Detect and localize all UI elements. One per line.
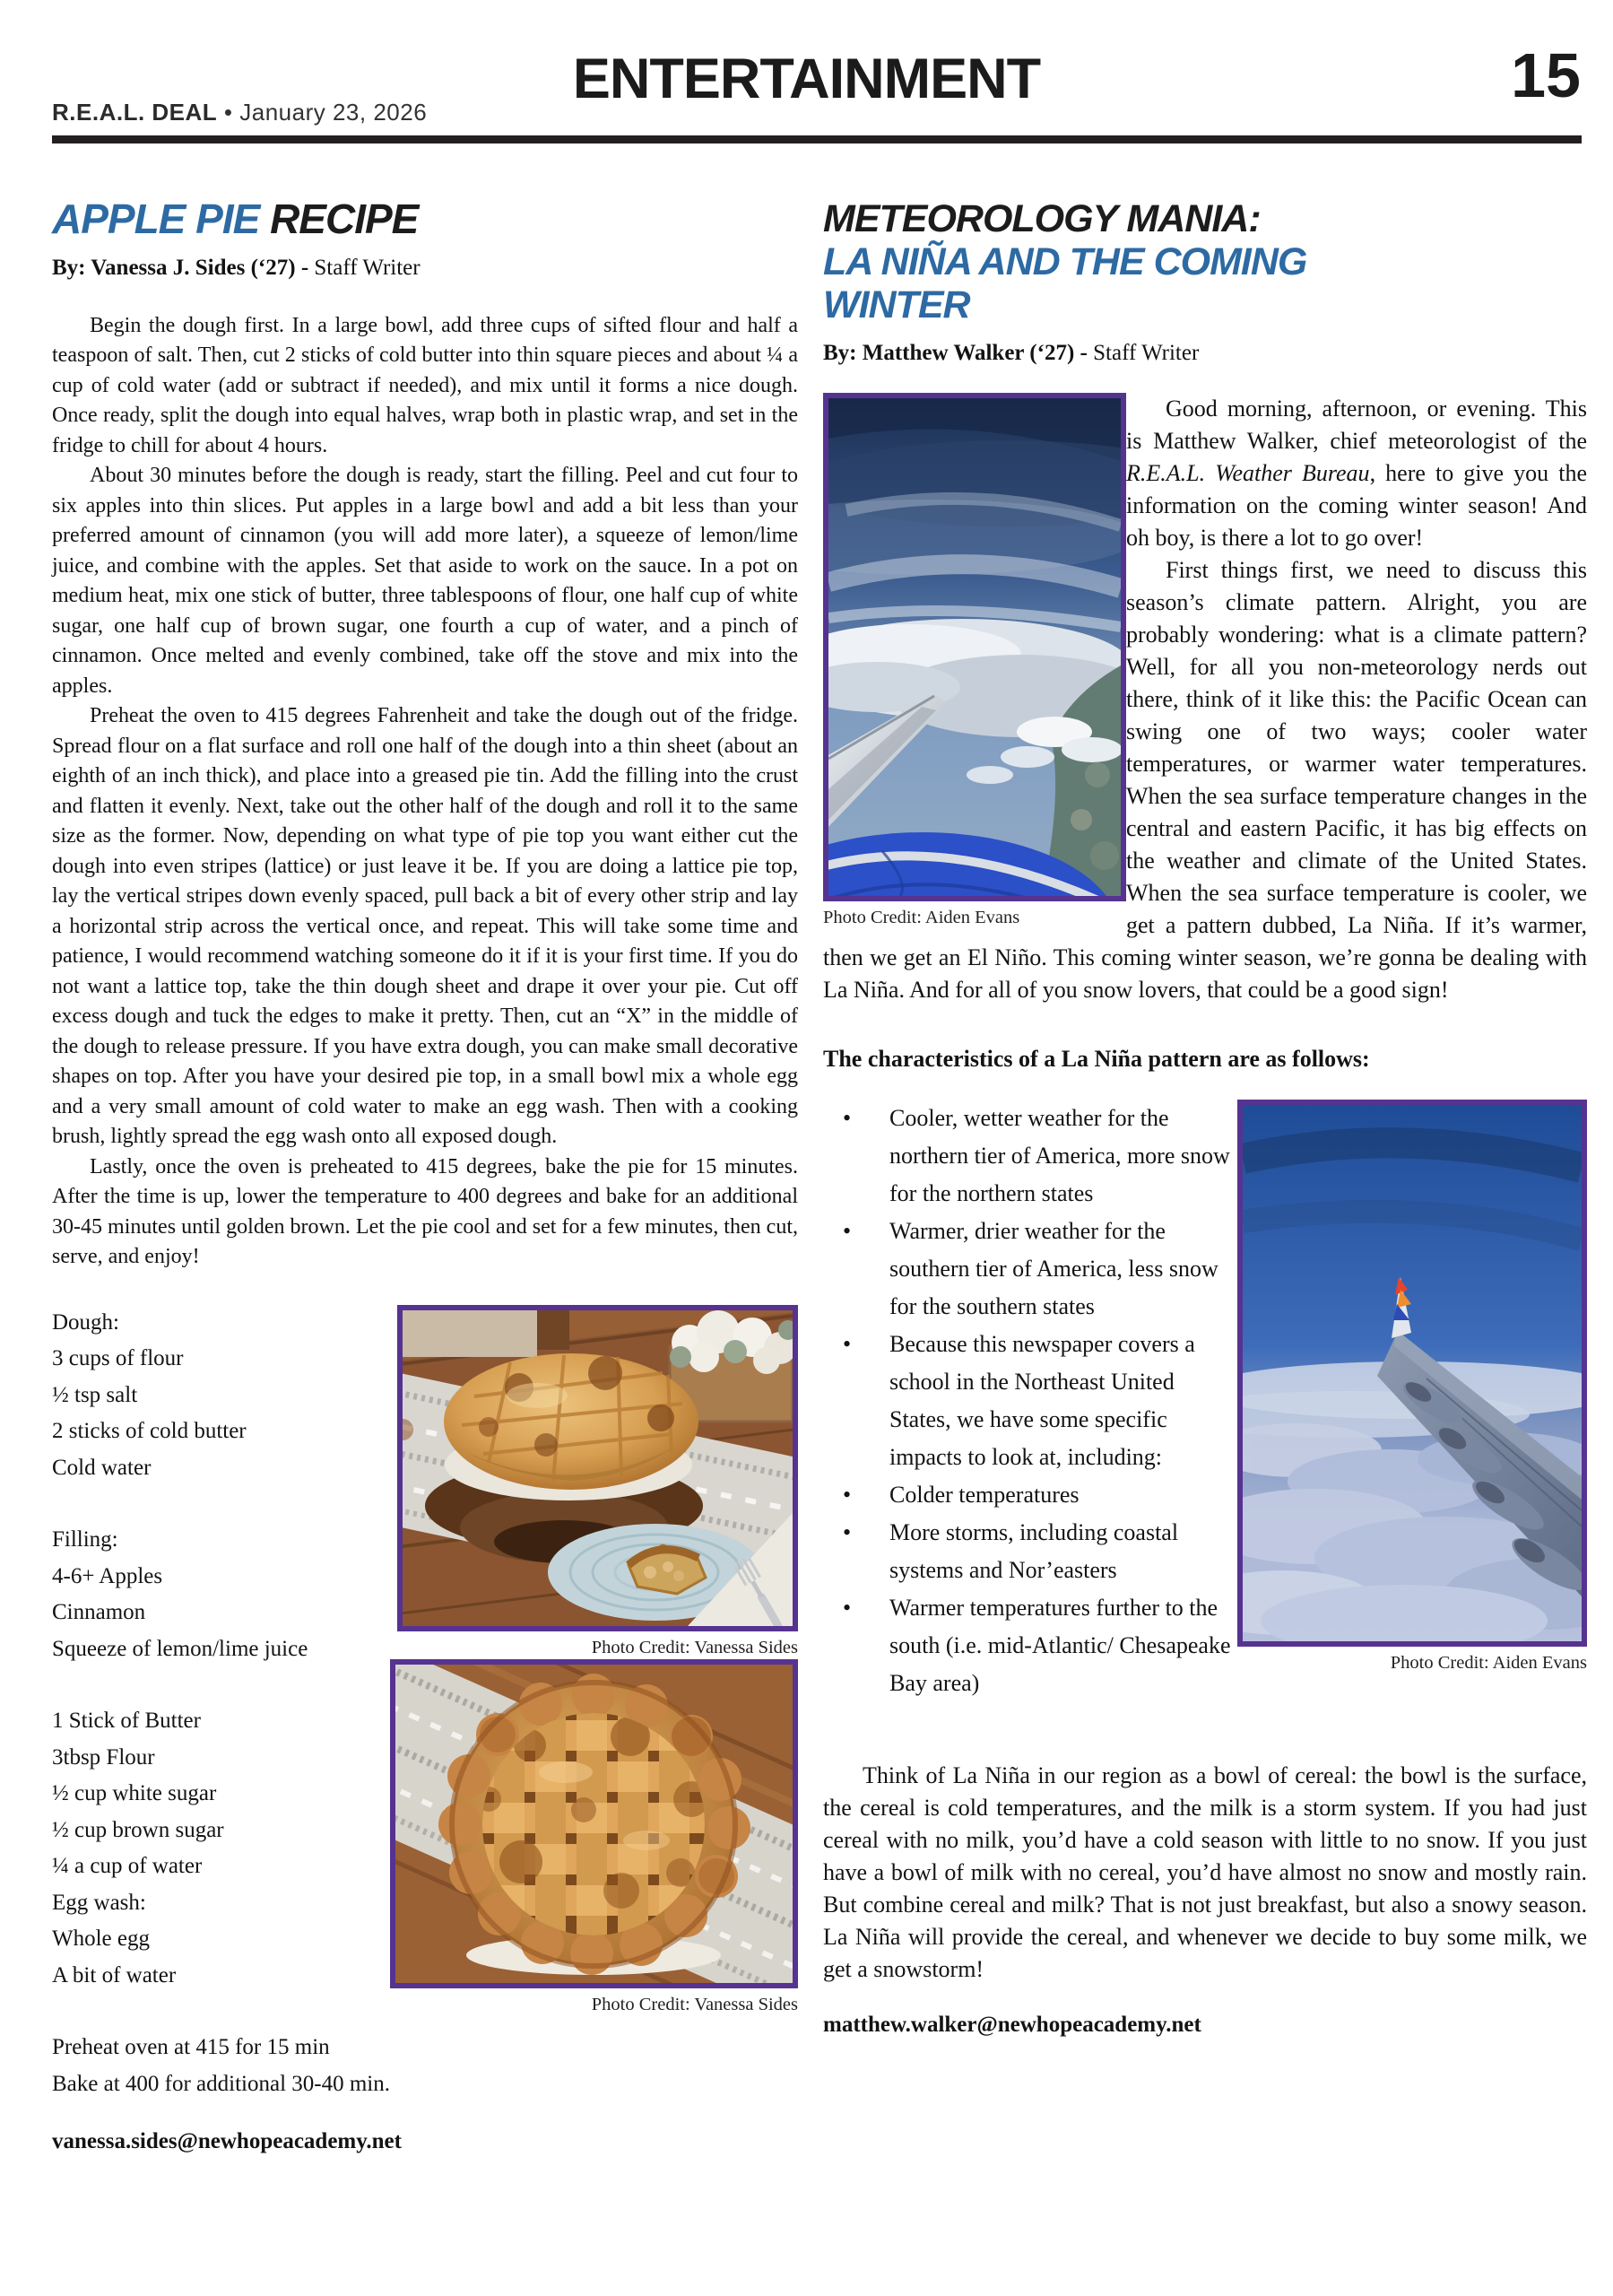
apple-pie-article [52, 197, 798, 2154]
author-email: matthew.walker@newhopeacademy.net [823, 2013, 1201, 2038]
article-paragraph: Think of La Niña in our region as a bowl of cereal: the bowl is the surface, the cereal is cold temperatures, and the milk is a storm system. If you had just cereal with no milk, you’d have a cold season with little to no snow. If you just have a bowl of milk with no cereal, you’d have almost no snow and mostly rain. But combine cereal and milk? That is not just breakfast, but also a snowy season. La Niña will provide the cereal, and whenever we decide to buy some milk, we get a snowstorm! [823, 1762, 1587, 1983]
apple-article-byline: By: Vanessa J. Sides (‘27) - Staff Writer [52, 255, 421, 280]
ingredient-line: Preheat oven at 415 for 15 min [52, 2035, 330, 2060]
headline-blue-line2: WINTER [823, 283, 970, 327]
ingredient-line: ½ cup brown sugar [52, 1817, 224, 1842]
recipe-ingredients [52, 1305, 798, 2103]
ingredient-line: ¼ a cup of water [52, 1854, 203, 1879]
ingredient-line: Cinnamon [52, 1600, 146, 1625]
lattice-pie-photo [390, 1659, 798, 2016]
ingredient-line: 2 sticks of cold butter [52, 1419, 247, 1444]
ingredient-group-bake [52, 2030, 798, 2102]
article-paragraph: About 30 minutes before the dough is ready, start the filling. Peel and cut four to six apples into thin slices. Put apples in a large bowl and add a bit less than your preferred amount of cinnamon (you will add more later), a squeeze of lemon/lime juice, and combine with the apples. Set that aside to work on the sauce. In a pot on medium heat, mix one stick of butter, three tablespoons of flour, one half cup of white sugar, one half cup of brown sugar, one fourth a cup of water, and a pinch of cinnamon. Once melted and evenly combined, take off the stove and mix into the apples. [52, 464, 798, 698]
article-paragraph: Preheat the oven to 415 degrees Fahrenheit and take the dough out of the fridge. Spread flour on a flat surface and roll one half of the dough into a thin sheet (about an eighth of an inch thick), and place into a greased pie tin. Add the filling into the crust and flatten it evenly. Next, take out the other half of the dough and roll it to the same size as the former. Now, depending on what type of pie top you want either cut the dough into even stripes (lattice) or just leave it be. If you are doing a lattice pie top, lay the vertical stripes down evenly spaced, pull back a bit of every other strip and lay a horizontal strip across the vertical once, and repeat. This will take some time and patience, I would recommend watching someone do it if it is your first time. If you do not want a lattice top, take the thin dough sheet and drape it over your pie. Cut off excess dough and tuck the edges to make it pretty. Then, cut an “X” in the middle of the dough to release pressure. If you have extra dough, you can make small decorative shapes on top. After you have your desired pie top, in a small bowl mix a whole egg and a very small amount of cold water to make an egg wash. Then with a cooking brush, lightly spread the egg wash onto all exposed dough. [52, 704, 798, 1149]
storm-cloud-photo-frame [823, 393, 1126, 901]
photo-caption: Photo Credit: Vanessa Sides [591, 1994, 798, 2014]
ingredient-line: Cold water [52, 1455, 152, 1480]
ingredient-line: Bake at 400 for additional 30-40 min. [52, 2071, 391, 2096]
article-paragraph: First things first, we need to discuss this season’s climate pattern. Alright, you are probably wondering: what is a climate pattern? Well, for all you non-meteorology nerds out there, think of it like this: the Pacific Ocean can swing one of two ways; cooler water temperatures, or warmer water temperatures. When the sea surface temperature changes in the central and eastern Pacific, it has big effects on the weather and climate of the United States. When the sea surface temperature is cooler, we get a pattern dubbed, La Niña. If it’s warmer, then we get an El Niño. This coming winter season, we’re gonna be dealing with La Niña. And for all of you snow lovers, that could be a good sign! [823, 557, 1587, 1004]
header-rule [52, 135, 1582, 144]
ingredient-line: 1 Stick of Butter [52, 1709, 201, 1734]
ingredient-line: 3 cups of flour [52, 1346, 184, 1371]
masthead-separator: • [223, 99, 233, 126]
ingredient-line: 3tbsp Flour [52, 1744, 155, 1770]
ingredient-line: Whole egg [52, 1926, 150, 1952]
list-item: • Cooler, wetter weather for the northern tier of America, more snow for the northern states [823, 1100, 1587, 1213]
headline-blue-part: APPLE PIE [52, 196, 260, 242]
photo-caption: Photo Credit: Aiden Evans [823, 908, 1020, 928]
headline-blue-line1: LA NIÑA AND THE COMING [823, 240, 1307, 284]
section-title: ENTERTAINMENT [572, 48, 1041, 110]
list-item: • More storms, including coastal systems and Nor’easters [823, 1514, 1587, 1589]
list-item: • Because this newspaper covers a school in the Northeast United States, we have some specific impacts to look at, including: [823, 1326, 1587, 1476]
list-item: • Warmer, drier weather for the southern tier of America, less snow for the southern states [823, 1213, 1587, 1326]
ingredient-line: Filling: [52, 1527, 118, 1552]
page-number: 15 [1511, 40, 1581, 110]
ingredient-line: A bit of water [52, 1962, 177, 1987]
masthead-date: January 23, 2026 [239, 99, 428, 126]
headline-black-part: METEOROLOGY MANIA: [823, 197, 1261, 240]
ingredient-line: ½ cup white sugar [52, 1781, 217, 1806]
weather-article-headline [823, 197, 1587, 326]
article-paragraph: Lastly, once the oven is preheated to 415 degrees, bake the pie for 15 minutes. After the time is up, lower the temperature to 400 degrees and bake for an additional 30-45 minutes until golden brown. Let the pie cool and set for a few minutes, then cut, serve, and enjoy! [52, 1154, 798, 1269]
storm-cloud-photo-image [828, 398, 1121, 896]
la-nina-subhead: The characteristics of a La Niña pattern are as follows: [823, 1046, 1370, 1073]
headline-black-part: RECIPE [270, 196, 419, 242]
ingredient-line: 4-6+ Apples [52, 1563, 163, 1588]
author-email: vanessa.sides@newhopeacademy.net [52, 2129, 402, 2154]
storm-cloud-photo [823, 393, 1126, 929]
apple-article-headline [52, 197, 798, 241]
article-paragraph: Good morning, afternoon, or evening. This is Matthew Walker, chief meteorologist of the R.E.A.L. Weather Bureau, here to give you the information on the coming winter season! And oh boy, is there a lot to go over! [1126, 396, 1587, 552]
photo-caption: Photo Credit: Vanessa Sides [591, 1637, 798, 1657]
list-item: • Colder temperatures [823, 1476, 1587, 1514]
apple-article-body [52, 311, 798, 1273]
ingredient-line: Squeeze of lemon/lime juice [52, 1636, 308, 1661]
weather-article-body [823, 393, 1587, 2038]
pie-table-photo [397, 1305, 798, 1659]
meteorology-article [823, 197, 1587, 2038]
publication-name: R.E.A.L. Weather Bureau [1126, 460, 1370, 487]
pie-table-photo-frame [397, 1305, 798, 1631]
lattice-pie-photo-image [395, 1665, 793, 1983]
la-nina-characteristics-list [823, 1100, 1587, 1702]
masthead-name: R.E.A.L. DEAL [52, 99, 218, 126]
article-paragraph: Begin the dough first. In a large bowl, add three cups of sifted flour and half a teaspoon of salt. Then, cut 2 sticks of cold butter into thin square pieces and about ¼ a cup of cold water (add or subtract if needed), and mix until it forms a nice dough. Once ready, split the dough into equal halves, wrap both in plastic wrap, and set in the fridge to chill for about 4 hours. [52, 313, 798, 457]
ingredient-line: Egg wash: [52, 1890, 146, 1915]
photo-caption: Photo Credit: Aiden Evans [1390, 1653, 1587, 1674]
pie-table-photo-image [403, 1310, 793, 1626]
ingredient-line: ½ tsp salt [52, 1382, 138, 1407]
lattice-pie-photo-frame [390, 1659, 798, 1988]
ingredient-line: Dough: [52, 1309, 119, 1335]
weather-article-byline: By: Matthew Walker (‘27) - Staff Writer [823, 341, 1200, 366]
list-item: • Warmer temperatures further to the south (i.e. mid-Atlantic/ Chesapeake Bay area) [823, 1589, 1587, 1702]
